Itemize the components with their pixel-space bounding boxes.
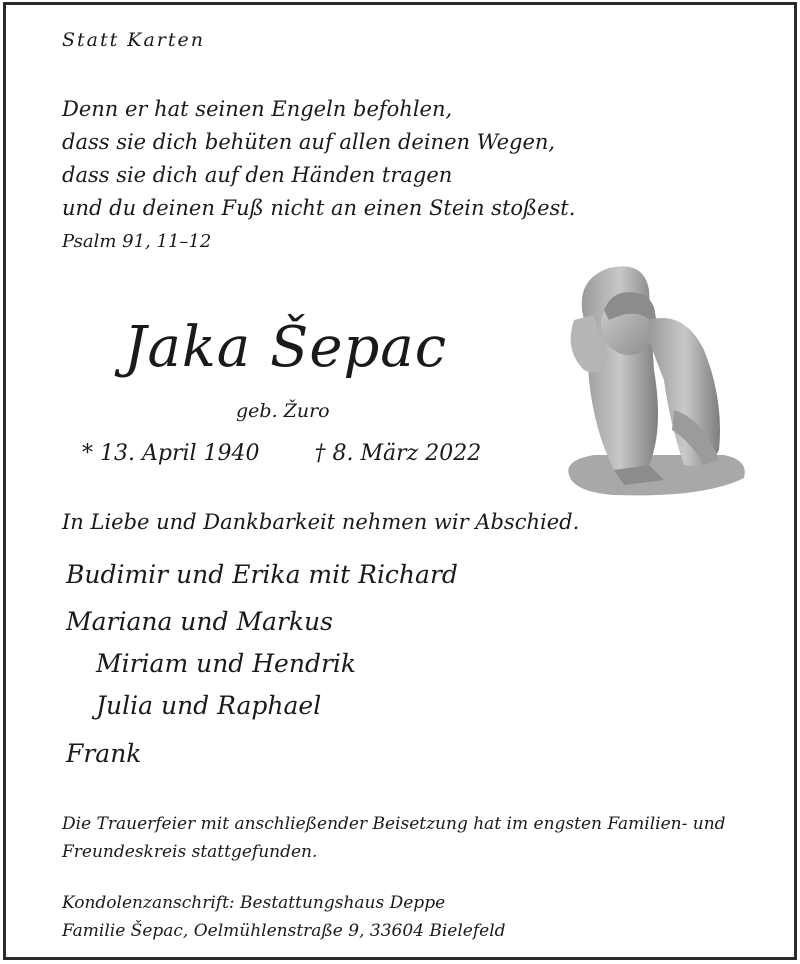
verse-line: Denn er hat seinen Engeln befohlen, bbox=[62, 97, 453, 121]
ceremony-line: Freundeskreis stattgefunden. bbox=[62, 842, 318, 862]
life-dates bbox=[82, 441, 481, 466]
obituary-notice bbox=[3, 2, 797, 960]
ceremony-line: Die Trauerfeier mit anschließender Beisetzung hat im engsten Familien- und bbox=[62, 814, 726, 834]
condolence-address bbox=[62, 889, 506, 945]
death-date: † 8. März 2022 bbox=[314, 441, 482, 466]
address-line: Kondolenzanschrift: Bestattungshaus Deppe bbox=[62, 893, 446, 913]
verse-line: und du deinen Fuß nicht an einen Stein stoßest. bbox=[62, 196, 576, 220]
verse-citation: Psalm 91, 11–12 bbox=[62, 231, 212, 252]
hand-holding-child-sculpture-image bbox=[554, 260, 754, 505]
header-text: Statt Karten bbox=[62, 29, 206, 51]
farewell-text: In Liebe und Dankbarkeit nehmen wir Abschied. bbox=[62, 510, 580, 534]
bible-verse bbox=[62, 93, 575, 225]
verse-line: dass sie dich auf den Händen tragen bbox=[62, 163, 453, 187]
family-member: Mariana und Markus bbox=[66, 607, 333, 636]
address-line: Familie Šepac, Oelmühlenstraße 9, 33604 Bielefeld bbox=[62, 921, 506, 941]
family-member: Miriam und Hendrik bbox=[96, 649, 357, 678]
ceremony-note bbox=[62, 810, 762, 866]
family-member: Budimir und Erika mit Richard bbox=[66, 560, 458, 589]
birth-date: * 13. April 1940 bbox=[82, 441, 260, 466]
birth-name: geb. Žuro bbox=[236, 400, 330, 422]
deceased-name: Jaka Šepac bbox=[124, 315, 448, 380]
family-member: Frank bbox=[66, 739, 142, 768]
family-member: Julia und Raphael bbox=[96, 691, 322, 720]
verse-line: dass sie dich behüten auf allen deinen Wegen, bbox=[62, 130, 556, 154]
